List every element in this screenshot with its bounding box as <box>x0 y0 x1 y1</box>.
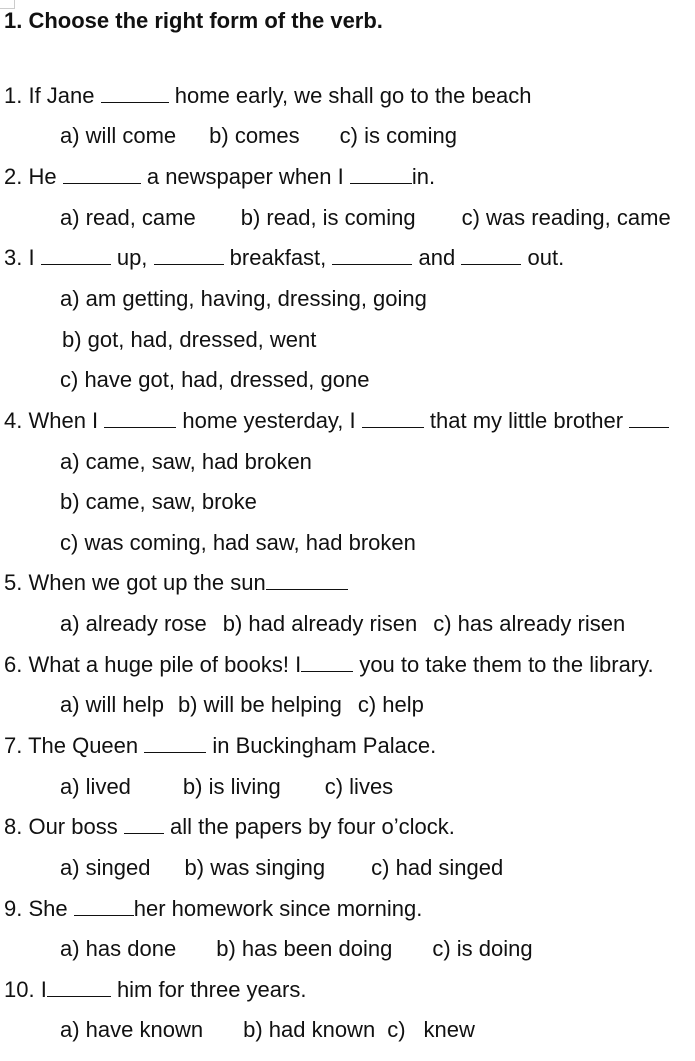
question-10-stem: 10. I <box>4 977 47 1002</box>
question-4-stem: 4. When I <box>4 408 99 433</box>
question-10-text: him for three years. <box>116 977 307 1002</box>
question-4 <box>4 408 669 434</box>
question-9-text: her homework since morning. <box>133 896 423 921</box>
question-3-option-a: a) am getting, having, dressing, going <box>60 286 427 311</box>
option-c: c) is doing <box>432 936 533 961</box>
question-5-options <box>60 611 625 637</box>
question-2-text: a newspaper when I <box>146 164 344 189</box>
question-3-part-4: out. <box>527 245 565 270</box>
question-9-options <box>60 936 533 962</box>
option-c: c) was reading, came <box>461 205 671 230</box>
question-2-stem: 2. He <box>4 164 57 189</box>
question-4-option-c: c) was coming, had saw, had broken <box>60 530 416 555</box>
option-a: a) will come <box>60 123 177 148</box>
answer-blank <box>63 164 141 184</box>
question-6-options <box>60 692 424 718</box>
option-b: b) had already risen <box>222 611 418 636</box>
answer-blank <box>101 83 169 103</box>
option-c: c) had singed <box>371 855 504 880</box>
question-6-stem: 6. What a huge pile of books! I <box>4 652 302 677</box>
answer-blank <box>74 896 134 916</box>
question-8-text: all the papers by four o’clock. <box>169 814 455 839</box>
question-9 <box>4 896 422 922</box>
option-b: b) read, is coming <box>240 205 416 230</box>
question-7 <box>4 733 436 759</box>
option-c: c) lives <box>324 774 394 799</box>
option-b: b) is living <box>182 774 281 799</box>
question-4-part-1: home yesterday, I <box>182 408 356 433</box>
option-a: a) already rose <box>60 611 207 636</box>
option-c: c) <box>387 1017 406 1042</box>
answer-blank <box>301 652 353 672</box>
question-1-options <box>60 123 457 149</box>
question-6 <box>4 652 654 678</box>
answer-blank <box>266 570 348 590</box>
answer-blank <box>47 977 111 997</box>
question-10-options <box>60 1017 475 1043</box>
question-8-stem: 8. Our boss <box>4 814 118 839</box>
question-8-options <box>60 855 503 881</box>
option-c: c) has already risen <box>433 611 626 636</box>
question-1 <box>4 83 531 109</box>
question-3-option-c: c) have got, had, dressed, gone <box>60 367 370 392</box>
question-6-text: you to take them to the library. <box>359 652 654 677</box>
worksheet-title: 1. Choose the right form of the verb. <box>4 8 383 33</box>
question-8 <box>4 814 455 840</box>
answer-blank <box>332 245 412 265</box>
question-3 <box>4 245 564 271</box>
answer-blank <box>144 733 206 753</box>
answer-blank <box>629 408 669 428</box>
answer-blank <box>41 245 111 265</box>
question-5 <box>4 570 348 596</box>
option-a: a) singed <box>60 855 151 880</box>
question-9-stem: 9. She <box>4 896 68 921</box>
question-1-stem: 1. If Jane <box>4 83 95 108</box>
answer-blank <box>104 408 176 428</box>
question-3-part-2: breakfast, <box>229 245 327 270</box>
question-7-options <box>60 774 393 800</box>
question-5-stem: 5. When we got up the sun <box>4 570 266 595</box>
option-c: c) help <box>357 692 424 717</box>
option-b: b) comes <box>209 123 300 148</box>
answer-blank <box>461 245 521 265</box>
question-10 <box>4 977 306 1003</box>
question-1-text: home early, we shall go to the beach <box>174 83 532 108</box>
option-a: a) have known <box>60 1017 204 1042</box>
question-2-options <box>60 205 671 231</box>
question-3-option-b: b) got, had, dressed, went <box>62 327 317 352</box>
option-a: a) will help <box>60 692 164 717</box>
question-4-part-2: that my little brother <box>429 408 624 433</box>
answer-blank <box>350 164 412 184</box>
option-a: a) read, came <box>60 205 196 230</box>
option-c-text: knew <box>423 1017 475 1042</box>
answer-blank <box>362 408 424 428</box>
answer-blank <box>154 245 224 265</box>
option-b: b) will be helping <box>177 692 342 717</box>
question-4-option-b: b) came, saw, broke <box>60 489 257 514</box>
question-7-text: in Buckingham Palace. <box>212 733 437 758</box>
question-3-part-1: up, <box>116 245 148 270</box>
question-2 <box>4 164 435 190</box>
question-4-option-a: a) came, saw, had broken <box>60 449 312 474</box>
option-b: b) has been doing <box>216 936 393 961</box>
option-b: b) had known <box>243 1017 376 1042</box>
option-b: b) was singing <box>184 855 326 880</box>
question-3-part-3: and <box>418 245 456 270</box>
answer-blank <box>124 814 164 834</box>
option-a: a) has done <box>60 936 177 961</box>
question-7-stem: 7. The Queen <box>4 733 139 758</box>
question-3-stem: 3. I <box>4 245 35 270</box>
question-2-end: in. <box>411 164 436 189</box>
option-c: c) is coming <box>339 123 457 148</box>
option-a: a) lived <box>60 774 131 799</box>
